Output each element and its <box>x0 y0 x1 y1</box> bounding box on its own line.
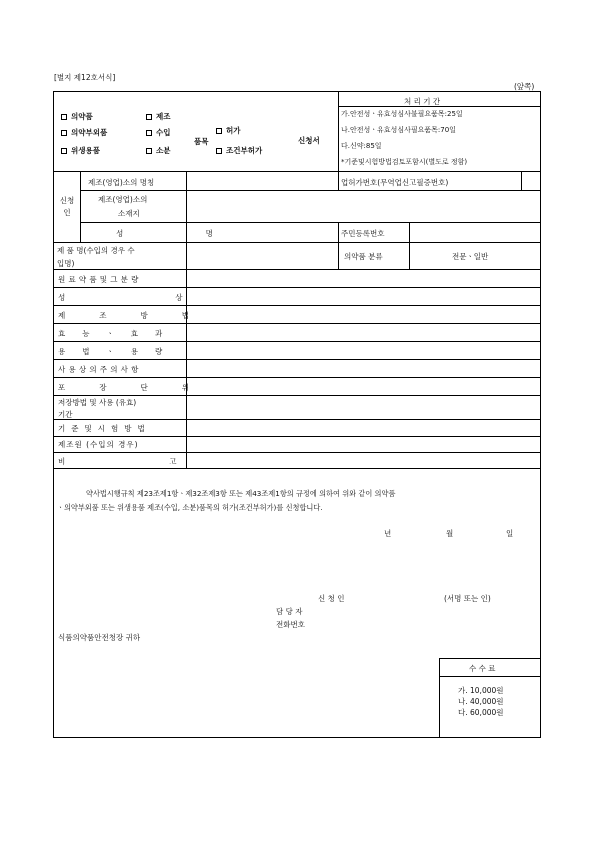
processing-item: *기준및시험방법검토포함시(별도로 정함) <box>341 158 468 166</box>
option-permit[interactable] <box>216 125 241 136</box>
divider <box>53 419 541 420</box>
row-label-dosage: 용법ㆍ용량 <box>58 347 180 356</box>
divider <box>53 452 541 453</box>
row-label-storage: 저장방법 및 사용 (유효) <box>58 398 137 407</box>
row-label-appearance: 성상 <box>58 293 293 302</box>
divider <box>53 242 541 243</box>
fee-item: 가. 10,000원 <box>458 686 504 695</box>
divider <box>439 676 541 677</box>
divider <box>53 436 541 437</box>
option-label: 수입 <box>156 128 171 137</box>
option-label: 위생용품 <box>71 146 100 155</box>
location-label: 소재지 <box>118 209 140 218</box>
divider <box>80 190 541 191</box>
classification-label: 의약품 분류 <box>344 252 383 261</box>
statement-line: ㆍ의약부외품 또는 위생용품 제조(수입, 소분)품목의 허가(조건부허가)를 신청합니다. <box>57 503 323 512</box>
license-no-label: 업허가번호(무역업신고필증번호) <box>341 178 449 187</box>
phone-label: 전화번호 <box>276 620 305 629</box>
divider <box>439 658 440 738</box>
date-month: 월 <box>446 529 454 538</box>
product-name-label: 제 품 명(수입의 경우 수 <box>57 246 135 255</box>
product-label: 품목 <box>194 137 209 146</box>
option-subdivide[interactable] <box>146 145 171 156</box>
apply-label: 신청서 <box>298 136 320 145</box>
divider <box>53 305 541 306</box>
checkbox-icon[interactable] <box>61 114 67 120</box>
resident-no-label: 주민등록번호 <box>341 229 385 238</box>
applicant-group-label: 신청인 <box>59 196 75 217</box>
processing-title: 처 리 기 간 <box>404 97 441 106</box>
divider <box>53 359 541 360</box>
row-label-precautions: 사용상의주의사항 <box>58 365 142 374</box>
person-name-label <box>116 228 253 239</box>
divider <box>338 91 339 171</box>
date-year: 년 <box>384 529 392 538</box>
date-day: 일 <box>506 529 514 538</box>
divider <box>521 171 522 190</box>
row-label-ingredients: 원료약품및그분량 <box>58 275 142 284</box>
option-quasi-drug[interactable] <box>61 127 107 138</box>
option-medicine[interactable] <box>61 111 93 122</box>
location-label: 제조(영업)소의 <box>98 195 148 204</box>
row-label-method: 제조방법 <box>58 311 223 320</box>
processing-item: 가.안전성ㆍ유효성심사불필요품목:25일 <box>341 110 463 118</box>
checkbox-icon[interactable] <box>146 114 152 120</box>
processing-item: 다.신약:85일 <box>341 142 382 150</box>
divider <box>53 395 541 396</box>
divider <box>53 171 541 172</box>
form-id: [별지 제12호서식] <box>54 73 116 82</box>
officer-label: 담 당 자 <box>276 607 303 616</box>
divider <box>338 171 339 190</box>
row-label-packaging: 포장단위 <box>58 383 223 392</box>
option-label: 소분 <box>156 146 171 155</box>
divider <box>53 287 541 288</box>
fee-item: 나. 40,000원 <box>458 697 504 706</box>
row-label-remarks: 비고 <box>58 457 281 466</box>
option-import[interactable] <box>146 127 171 138</box>
divider <box>338 222 339 269</box>
divider <box>53 468 541 469</box>
divider <box>53 269 541 270</box>
option-manufacture[interactable] <box>146 111 171 122</box>
divider <box>409 222 410 269</box>
facility-name-label: 제조(영업)소의 명칭 <box>88 178 155 187</box>
statement-line: 약사법시행규칙 제23조제1항ㆍ제32조제3항 또는 제43조제1항의 규정에 의하여 위와 같이 의약품 <box>86 489 396 498</box>
option-label: 의약부외품 <box>71 128 108 137</box>
option-label: 의약품 <box>71 112 93 121</box>
processing-item: 나.안전성ㆍ유효성심사필요품목:70일 <box>341 126 456 134</box>
divider <box>53 341 541 342</box>
option-label: 조건부허가 <box>226 146 263 155</box>
checkbox-icon[interactable] <box>61 130 67 136</box>
row-label-storage-period: 기간 <box>58 410 73 419</box>
checkbox-icon[interactable] <box>146 148 152 154</box>
row-label-test-method: 기준및시험방법 <box>58 424 151 433</box>
option-hygiene[interactable] <box>61 145 100 156</box>
front-label: (앞쪽) <box>514 82 535 91</box>
checkbox-icon[interactable] <box>216 128 222 134</box>
product-name-label: 입명) <box>57 259 75 268</box>
option-conditional-permit[interactable] <box>216 145 262 156</box>
classification-value: 전문ㆍ일반 <box>452 252 489 261</box>
checkbox-icon[interactable] <box>216 148 222 154</box>
sign-note: (서명 또는 인) <box>444 594 491 603</box>
label-text: 성 명 <box>116 229 253 238</box>
fee-title: 수 수 료 <box>469 664 496 673</box>
divider <box>53 377 541 378</box>
divider <box>80 222 541 223</box>
checkbox-icon[interactable] <box>61 148 67 154</box>
addressee: 식품의약품안전청장 귀하 <box>58 633 141 642</box>
divider <box>439 658 541 659</box>
checkbox-icon[interactable] <box>146 130 152 136</box>
fee-item: 다. 60,000원 <box>458 708 504 717</box>
option-label: 제조 <box>156 112 171 121</box>
row-label-origin: 제조원 (수입의 경우) <box>58 440 139 449</box>
divider <box>53 323 541 324</box>
option-label: 허가 <box>226 126 241 135</box>
applicant-sign-label: 신 청 인 <box>318 594 345 603</box>
divider <box>80 171 81 242</box>
row-label-efficacy: 효능ㆍ효과 <box>58 329 180 338</box>
